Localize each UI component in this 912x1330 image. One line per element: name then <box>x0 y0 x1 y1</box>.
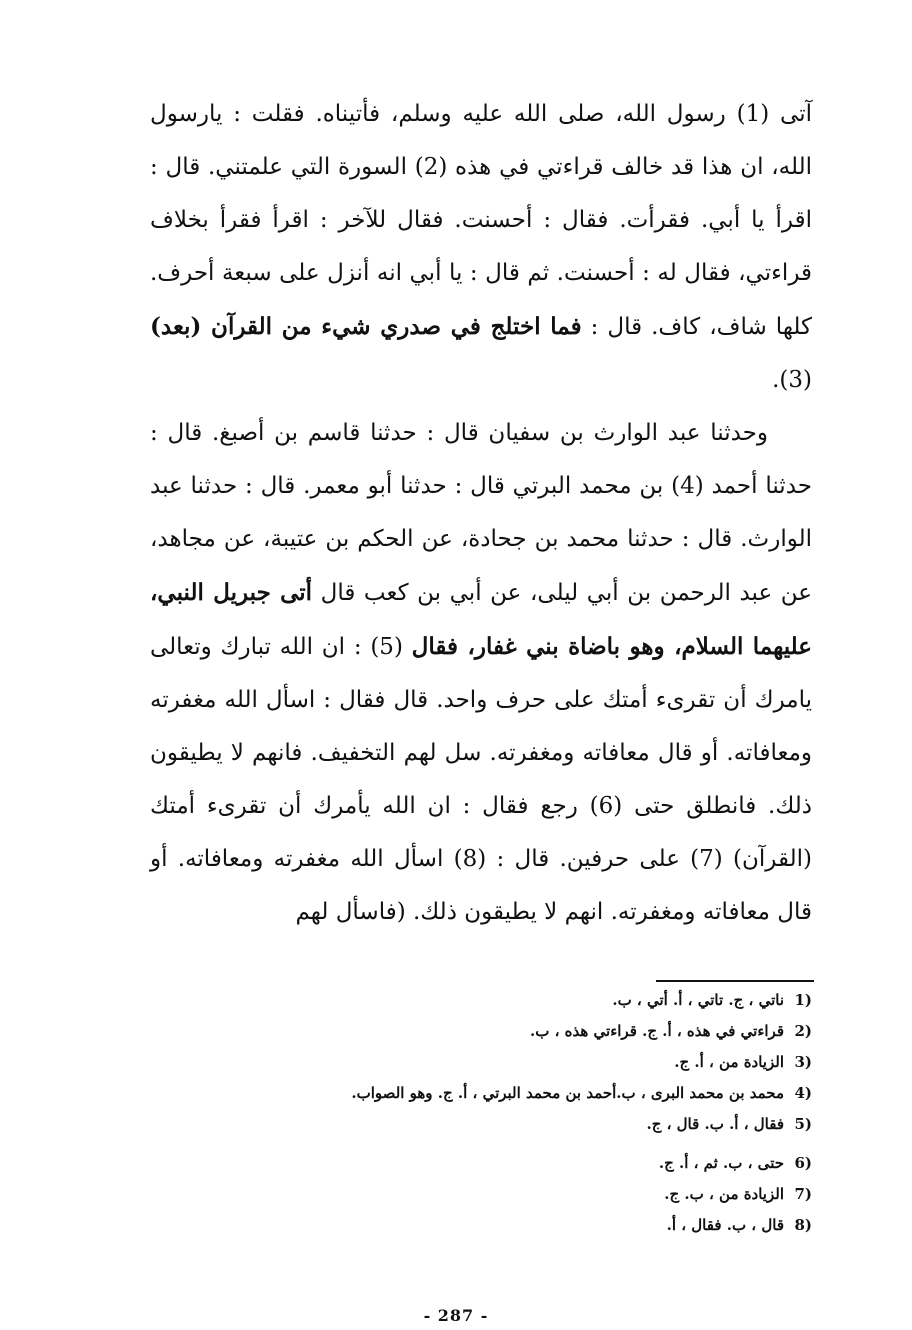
text-run: وحدثنا عبد الوارث بن سفيان قال : حدثنا قاسم بن أصبغ. قال : حدثنا أحمد (4) بن محمد البرتي قال : حدثنا أبو معمر. قال : حدثنا عبد الوارث. قال : حدثنا محمد بن جحادة، عن الحكم بن عتيبة، عن مجاهد، عن عبد الرحمن بن أبي ليلى، عن أبي بن كعب قال <box>150 420 812 606</box>
footnote-divider <box>656 980 814 982</box>
footnotes-list <box>250 985 812 1241</box>
footnote-text: الزيادة من ، أ. ج. <box>674 1053 784 1071</box>
footnote-text: الزيادة من ، ب. ج. <box>664 1185 784 1203</box>
footnote-text: ناتي ، ج. تاتي ، أ. أتي ، ب. <box>612 991 784 1009</box>
footnote-number: (4 <box>794 1084 812 1102</box>
main-text <box>150 88 812 939</box>
footnote-text: حتى ، ب. ثم ، أ. ج. <box>658 1154 784 1172</box>
footnote-item <box>250 1047 812 1078</box>
footnote-item <box>250 1109 812 1140</box>
footnote-number: (5 <box>794 1115 812 1133</box>
footnote-text: قراءتي في هذه ، أ. ج. قراءتي هذه ، ب. <box>530 1022 784 1040</box>
paragraph-1 <box>150 88 812 407</box>
footnote-item <box>250 1210 812 1241</box>
text-run-bold: أتى جبريل النبي، عليهما السلام، وهو باضاة بني غفار، فقال <box>150 579 812 660</box>
footnote-item <box>250 985 812 1016</box>
footnote-text: محمد بن محمد البرى ، ب.أحمد بن محمد البرتي ، أ. ج. وهو الصواب. <box>351 1084 784 1102</box>
text-run: (3). <box>772 367 812 393</box>
footnote-number: (8 <box>794 1216 812 1234</box>
footnote-number: (2 <box>794 1022 812 1040</box>
footnote-item <box>250 1078 812 1109</box>
footnote-number: (6 <box>794 1154 812 1172</box>
text-run: آتى (1) رسول الله، صلى الله عليه وسلم، فأتيناه. فقلت : يارسول الله، ان هذا قد خالف قراءتي في هذه (2) السورة التي علمتني. قال : اقرأ يا أبي. فقرأت. فقال : أحسنت. فقال للآخر : اقرأ فقرأ بخلاف قراءتي، فقال له : أحسنت. ثم قال : يا أبي انه أنزل على سبعة أحرف. كلها شاف، كاف. قال : <box>150 101 812 340</box>
footnote-number: (7 <box>794 1185 812 1203</box>
footnote-number: (3 <box>794 1053 812 1071</box>
footnote-item <box>250 1148 812 1179</box>
text-run-bold: فما اختلج في صدري شيء من القرآن (بعد) <box>150 313 582 340</box>
footnote-item <box>250 1179 812 1210</box>
footnote-number: (1 <box>794 991 812 1009</box>
footnote-item <box>250 1016 812 1047</box>
paragraph-2 <box>150 407 812 939</box>
footnote-text: قال ، ب. فقال ، أ. <box>666 1216 784 1234</box>
text-run: (5) : ان الله تبارك وتعالى يامرك أن تقرىء أمتك على حرف واحد. قال فقال : اسأل الله مغفرته ومعافاته. أو قال معافاته ومغفرته. سل لهم التخفيف. فانهم لا يطيقون ذلك. فانطلق حتى (6) رجع فقال : ان الله يأمرك أن تقرىء أمتك (القرآن) (7) على حرفين. قال : (8) اسأل الله مغفرته ومعافاته. أو قال معافاته ومغفرته. انهم لا يطيقون ذلك. (فاسأل لهم <box>150 634 812 925</box>
footnote-text: فقال ، أ. ب. قال ، ج. <box>646 1115 784 1133</box>
page-number: - 287 - <box>423 1306 489 1325</box>
